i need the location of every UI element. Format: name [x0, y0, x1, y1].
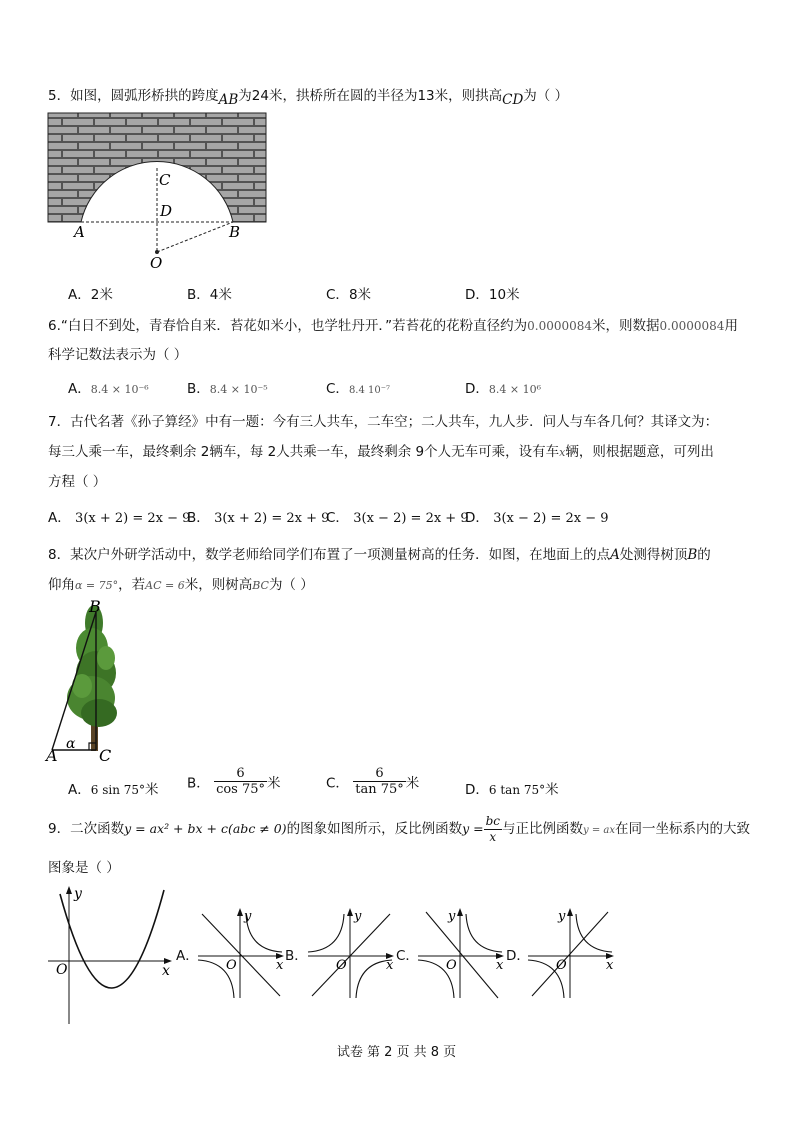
svg-text:x: x — [496, 958, 504, 973]
q7-stem-line3: 方程（ ） — [48, 474, 107, 490]
svg-text:y: y — [244, 909, 252, 924]
svg-text:O: O — [226, 958, 237, 973]
q8-tree-figure — [44, 598, 134, 766]
q5-option-a[interactable]: A．2米 — [68, 287, 113, 303]
q7-option-b[interactable]: B． 3(x + 2) = 2x + 9 — [187, 510, 330, 526]
q5-text-c: 为（ ） — [523, 88, 569, 104]
page-footer: 试卷 第 2 页 共 8 页 — [336, 1045, 457, 1060]
q8-stem-line2: 仰角α = 75°，若AC = 6米，则树高BC为（ ） — [48, 577, 314, 593]
q9-choice-a-graph[interactable] — [196, 906, 288, 1000]
q5-text-b: 为24米，拱桥所在圆的半径为13米，则拱高 — [238, 88, 503, 104]
q6-option-c[interactable]: C．8.4 10⁻⁷ — [326, 381, 391, 397]
q5-var-ab: AB — [218, 92, 239, 108]
q9-choice-c-label[interactable]: C． — [396, 948, 419, 964]
q6-value-2: 0.0000084 — [659, 319, 725, 333]
q5-bridge-figure — [46, 110, 271, 272]
svg-text:O: O — [446, 958, 457, 973]
svg-text:y: y — [448, 909, 456, 924]
q6-option-a[interactable]: A．8.4 × 10⁻⁶ — [68, 381, 149, 397]
q6-option-b[interactable]: B．8.4 × 10⁻⁵ — [187, 381, 268, 397]
q8-option-b[interactable]: B． $\frac{6}{\cos 75^\circ}$ 米 — [187, 766, 281, 797]
q8-option-c[interactable]: C． $\frac{6}{\tan 75^\circ}$ 米 — [326, 766, 420, 797]
tree-label-a: A — [46, 746, 58, 765]
q9-choice-b-label[interactable]: B． — [285, 948, 308, 964]
axis-x: x — [162, 963, 170, 979]
tree-label-alpha: α — [66, 736, 76, 752]
q8-stem-line1: 8．某次户外研学活动中，数学老师给同学们布置了一项测量树高的任务．如图，在地面上的点A处测得树顶B的 — [48, 547, 711, 563]
svg-text:y: y — [354, 909, 362, 924]
q9-stem-line2: 图象是（ ） — [48, 860, 120, 876]
origin: O — [56, 962, 68, 978]
svg-text:O: O — [336, 958, 347, 973]
q9-choice-b-graph[interactable] — [306, 906, 398, 1000]
label-c: C — [159, 171, 171, 189]
tree-label-c: C — [99, 746, 112, 765]
label-o: O — [150, 254, 163, 272]
svg-text:O: O — [556, 958, 567, 973]
label-d: D — [160, 202, 173, 220]
q5-stem — [48, 84, 569, 108]
q7-option-d[interactable]: D． 3(x − 2) = 2x − 9 — [465, 510, 609, 526]
label-a: A — [74, 223, 85, 241]
q6-option-d[interactable]: D．8.4 × 10⁶ — [465, 381, 542, 397]
q9-choice-c-graph[interactable] — [416, 906, 508, 1000]
svg-text:y: y — [558, 909, 566, 924]
q9-choice-d-label[interactable]: D． — [506, 948, 530, 964]
line-ob — [157, 222, 233, 252]
q7-var-x: x — [559, 446, 566, 459]
q5-var-cd: CD — [502, 92, 524, 108]
q8-option-d[interactable]: D．6 tan 75°米 — [465, 782, 559, 798]
svg-text:x: x — [606, 958, 614, 973]
q7-option-a[interactable]: A． 3(x + 2) = 2x − 9 — [48, 510, 191, 526]
q9-choice-a-label[interactable]: A． — [176, 948, 199, 964]
parabola-curve — [60, 890, 164, 988]
q5-option-b[interactable]: B．4米 — [187, 287, 232, 303]
q7-stem-line2: 每三人乘一车，最终剩余 2辆车，每 2人共乘一车，最终剩余 9个人无车可乘，设有车x辆，则根据题意，可列出 — [48, 444, 714, 460]
q5-option-d[interactable]: D．10米 — [465, 287, 520, 303]
svg-text:x: x — [386, 958, 394, 973]
svg-text:x: x — [276, 958, 284, 973]
q9-choice-d-graph[interactable] — [526, 906, 618, 1000]
q8-option-a[interactable]: A．6 sin 75°米 — [68, 782, 159, 798]
q7-stem-line1: 7．古代名著《孙子算经》中有一题：今有三人共车，二车空；二人共车，九人步．问人与车各几何？其译文为： — [48, 414, 719, 430]
q6-stem-line1: 6.“白日不到处，青春恰自来．苔花如米小，也学牡丹开．”若苔花的花粉直径约为0.0000084米，则数据0.0000084用 — [48, 318, 738, 334]
q5-number: 5． — [48, 88, 71, 104]
axis-y: y — [74, 886, 82, 902]
q9-parabola-graph — [44, 884, 179, 1034]
q5-text-a: 如图，圆弧形桥拱的跨度 — [70, 88, 219, 104]
q7-option-c[interactable]: C． 3(x − 2) = 2x + 9 — [326, 510, 469, 526]
q5-option-c[interactable]: C．8米 — [326, 287, 372, 303]
q6-value-1: 0.0000084 — [527, 319, 593, 333]
tree-label-b: B — [89, 598, 101, 616]
label-b: B — [229, 223, 241, 241]
q9-stem-line1: 9．二次函数y = ax² + bx + c(abc ≠ 0)的图象如图所示，反比例函数y = $\frac{bc}{x}$ 与正比例函数y = ax在同一坐标系内的大致 — [48, 813, 750, 844]
q6-stem-line2: 科学记数法表示为（ ） — [48, 347, 188, 363]
